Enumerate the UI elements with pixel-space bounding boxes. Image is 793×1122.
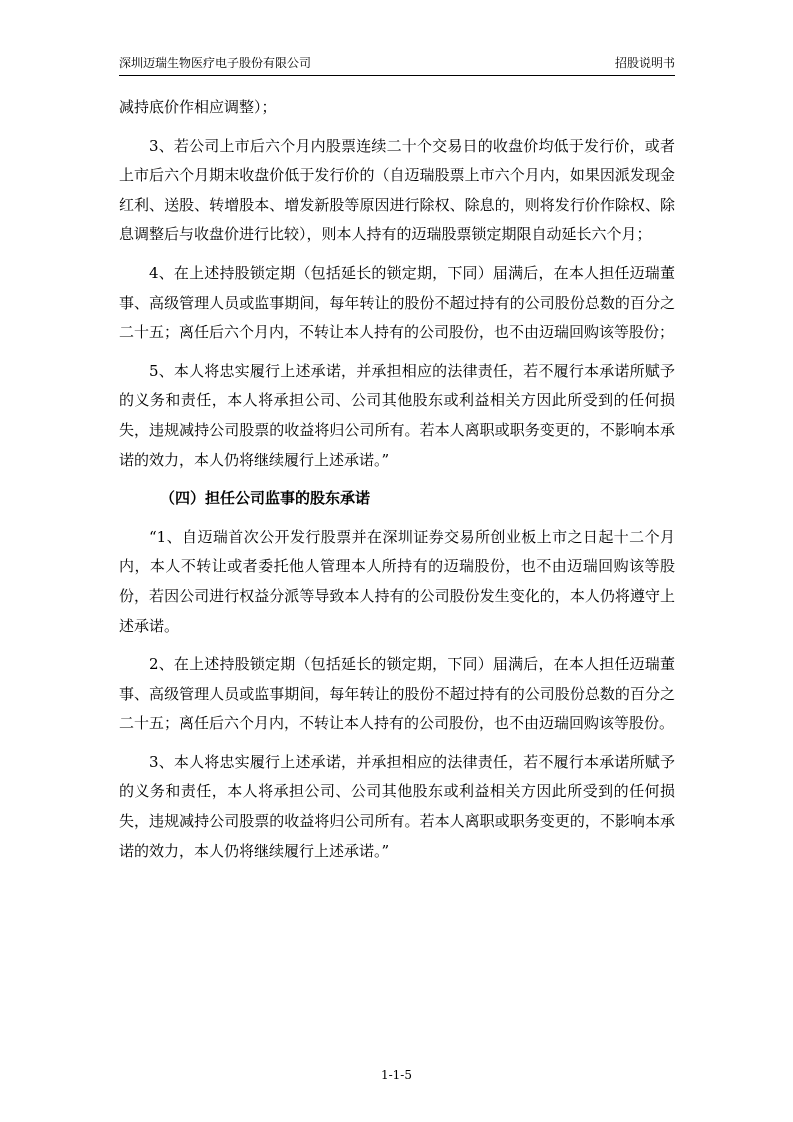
supervisor-commitment-2: 2、在上述持股锁定期（包括延长的锁定期，下同）届满后，在本人担任迈瑞董事、高级管理人员或监事期间，每年转让的股份不超过持有的公司股份总数的百分之二十五；离任后六个月内，不转让本人持有的公司股份，也不由迈瑞回购该等股份。 xyxy=(119,655,675,733)
supervisor-commitment-3: 3、本人将忠实履行上述承诺，并承担相应的法律责任，若不履行本承诺所赋予的义务和责任，本人将承担公司、公司其他股东或利益相关方因此所受到的任何损失，违规减持公司股票的收益将归公司所有。若本人离职或职务变更的，不影响本承诺的效力，本人仍将继续履行上述承诺。” xyxy=(119,752,675,860)
section-heading: （四）担任公司监事的股东承诺 xyxy=(160,489,371,508)
paragraph-item-3: 3、若公司上市后六个月内股票连续二十个交易日的收盘价均低于发行价，或者上市后六个月期末收盘价低于发行价的（自迈瑞股票上市六个月内，如果因派发现金红利、送股、转增股本、增发新股等原因进行除权、除息的，则将发行价作除权、除息调整后与收盘价进行比较），则本人持有的迈瑞股票锁定期限自动延长六个月； xyxy=(119,136,675,244)
document-body xyxy=(119,93,675,875)
header-document-type: 招股说明书 xyxy=(614,56,675,70)
page-header xyxy=(119,56,675,76)
supervisor-commitment-1: “1、自迈瑞首次公开发行股票并在深圳证券交易所创业板上市之日起十二个月内，本人不转让或者委托他人管理本人所持有的迈瑞股份，也不由迈瑞回购该等股份，若因公司进行权益分派等导致本人持有的公司股份发生变化的，本人仍将遵守上述承诺。 xyxy=(119,527,675,635)
header-divider xyxy=(119,75,675,76)
paragraph-item-5: 5、本人将忠实履行上述承诺，并承担相应的法律责任，若不履行本承诺所赋予的义务和责任，本人将承担公司、公司其他股东或利益相关方因此所受到的任何损失，违规减持公司股票的收益将归公司所有。若本人离职或职务变更的，不影响本承诺的效力，本人仍将继续履行上述承诺。” xyxy=(119,361,675,469)
header-company-name: 深圳迈瑞生物医疗电子股份有限公司 xyxy=(119,56,312,70)
paragraph-continuation: 减持底价作相应调整）； xyxy=(119,98,277,116)
paragraph-item-4: 4、在上述持股锁定期（包括延长的锁定期，下同）届满后，在本人担任迈瑞董事、高级管理人员或监事期间，每年转让的股份不超过持有的公司股份总数的百分之二十五；离任后六个月内，不转让本人持有的公司股份，也不由迈瑞回购该等股份； xyxy=(119,263,675,342)
page-number: 1-1-5 xyxy=(380,1068,412,1082)
